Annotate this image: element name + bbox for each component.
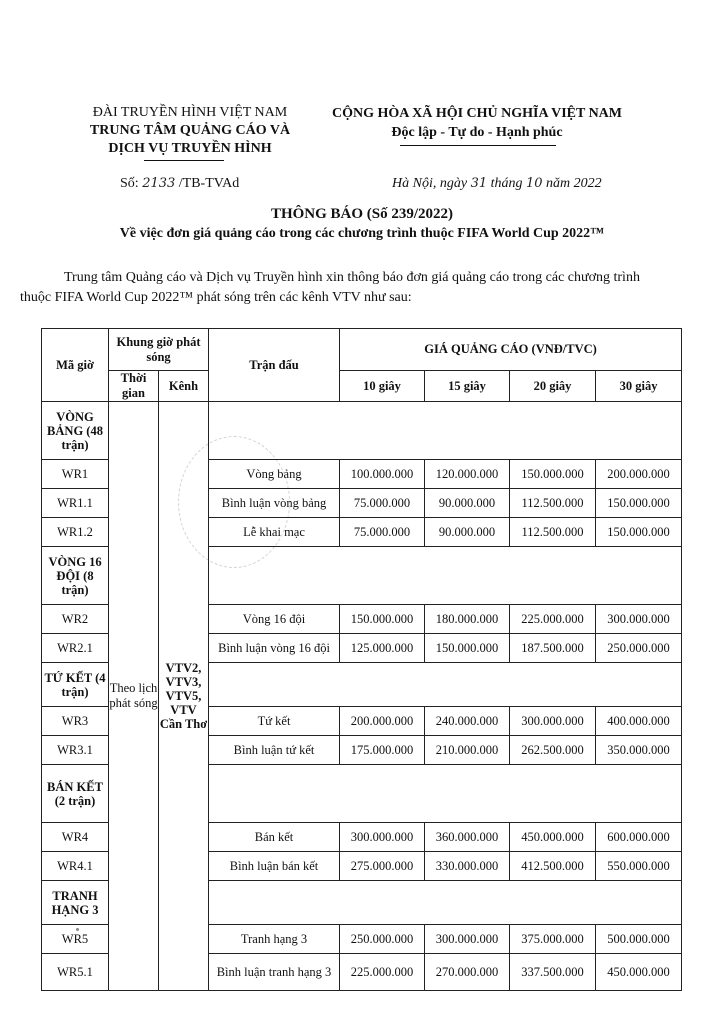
th-match: Trận đấu [209,329,340,402]
row-p20: 112.500.000 [510,489,596,518]
th-price: GIÁ QUẢNG CÁO (VNĐ/TVC) [340,329,682,371]
row-match: Lễ khai mạc [209,518,340,547]
row-match: Bình luận tứ kết [209,736,340,765]
date-day: 31 [470,176,488,191]
docno-suffix: /TB-TVAd [175,176,240,191]
row-p10: 300.000.000 [340,823,425,852]
row-p30: 150.000.000 [596,489,682,518]
agency-line-2: TRUNG TÂM QUẢNG CÁO VÀ [89,123,291,138]
price-table [41,328,682,991]
document-date [392,176,602,192]
row-p15: 300.000.000 [425,925,510,954]
group-spacer [209,881,682,925]
row-p15: 90.000.000 [425,489,510,518]
document-number [120,176,239,192]
group-spacer [209,402,682,460]
group-name: TRANH HẠNG 3 [42,881,109,925]
national-motto: Độc lập - Tự do - Hạnh phúc [391,125,563,140]
row-p10: 125.000.000 [340,634,425,663]
row-match: Vòng bảng [209,460,340,489]
date-month-label: tháng [487,176,526,191]
date-year-label: năm 2022 [542,176,602,191]
date-month: 10 [526,176,543,191]
row-p20: 450.000.000 [510,823,596,852]
group-name: VÒNG BẢNG (48 trận) [42,402,109,460]
th-channel: Kênh [159,371,209,402]
row-code: WR1.2 [42,518,109,547]
motto-underline [400,145,556,146]
national-title: CỘNG HÒA XÃ HỘI CHỦ NGHĨA VIỆT NAM [331,106,622,121]
row-p15: 330.000.000 [425,852,510,881]
row-match: Bình luận bán kết [209,852,340,881]
docno-handwritten: 2133 [142,176,176,191]
row-code: WR2 [42,605,109,634]
row-p15: 90.000.000 [425,518,510,547]
row-p30: 300.000.000 [596,605,682,634]
row-p15: 180.000.000 [425,605,510,634]
row-p30: 400.000.000 [596,707,682,736]
group-spacer [209,765,682,823]
row-code: WR1 [42,460,109,489]
row-match: Tứ kết [209,707,340,736]
row-p30: 200.000.000 [596,460,682,489]
th-30s: 30 giây [596,371,682,402]
row-match: Bình luận vòng bảng [209,489,340,518]
row-p15: 360.000.000 [425,823,510,852]
group-spacer [209,663,682,707]
row-match: Vòng 16 đội [209,605,340,634]
row-p15: 210.000.000 [425,736,510,765]
row-p20: 112.500.000 [510,518,596,547]
th-time: Thời gian [109,371,159,402]
row-p10: 75.000.000 [340,518,425,547]
channel-cell: VTV2, VTV3, VTV5, VTV Cần Thơ [159,402,209,991]
th-10s: 10 giây [340,371,425,402]
th-15s: 15 giây [425,371,510,402]
row-p30: 500.000.000 [596,925,682,954]
notice-subtitle: Về việc đơn giá quảng cáo trong các chương trình thuộc FIFA World Cup 2022™ [119,226,605,241]
agency-header [80,104,300,158]
agency-underline [144,160,224,161]
row-code: WR3.1 [42,736,109,765]
row-p10: 225.000.000 [340,954,425,991]
row-p30: 450.000.000 [596,954,682,991]
row-match: Tranh hạng 3 [209,925,340,954]
row-match: Bình luận tranh hạng 3 [209,954,340,991]
group-spacer [209,547,682,605]
row-p20: 187.500.000 [510,634,596,663]
th-slot: Khung giờ phát sóng [109,329,209,371]
row-p10: 75.000.000 [340,489,425,518]
docno-prefix: Số: [120,176,143,191]
row-p20: 262.500.000 [510,736,596,765]
row-p10: 275.000.000 [340,852,425,881]
row-code: WR1.1 [42,489,109,518]
row-p15: 120.000.000 [425,460,510,489]
row-p15: 240.000.000 [425,707,510,736]
row-p10: 250.000.000 [340,925,425,954]
scan-speck [76,928,79,931]
row-p20: 225.000.000 [510,605,596,634]
row-p20: 150.000.000 [510,460,596,489]
row-p20: 412.500.000 [510,852,596,881]
row-match: Bình luận vòng 16 đội [209,634,340,663]
row-code: WR2.1 [42,634,109,663]
agency-line-1: ĐÀI TRUYỀN HÌNH VIỆT NAM [92,105,288,120]
time-cell: Theo lịch phát sóng [109,402,159,991]
row-p20: 300.000.000 [510,707,596,736]
row-p30: 150.000.000 [596,518,682,547]
group-name: TỨ KẾT (4 trận) [42,663,109,707]
row-p30: 250.000.000 [596,634,682,663]
row-p20: 375.000.000 [510,925,596,954]
row-code: WR3 [42,707,109,736]
row-code: WR5.1 [42,954,109,991]
date-prefix: Hà Nội, ngày [392,176,471,191]
agency-line-3: DỊCH VỤ TRUYỀN HÌNH [108,141,272,156]
intro-paragraph: Trung tâm Quảng cáo và Dịch vụ Truyền hình xin thông báo đơn giá quảng cáo trong các chương trình thuộc FIFA World Cup 2022™ phát sóng trên các kênh VTV như sau: [20,270,640,305]
row-p30: 600.000.000 [596,823,682,852]
row-code: WR4 [42,823,109,852]
row-p15: 150.000.000 [425,634,510,663]
group-row [42,402,682,460]
group-name: BÁN KẾT (2 trận) [42,765,109,823]
national-header [318,104,636,142]
row-p10: 100.000.000 [340,460,425,489]
row-code: WR4.1 [42,852,109,881]
row-p30: 550.000.000 [596,852,682,881]
row-p20: 337.500.000 [510,954,596,991]
row-code: WR5 [42,925,109,954]
th-code: Mã giờ [42,329,109,402]
row-p10: 175.000.000 [340,736,425,765]
notice-title: THÔNG BÁO (Số 239/2022) [270,206,454,222]
row-p15: 270.000.000 [425,954,510,991]
th-20s: 20 giây [510,371,596,402]
row-p10: 150.000.000 [340,605,425,634]
group-name: VÒNG 16 ĐỘI (8 trận) [42,547,109,605]
row-match: Bán kết [209,823,340,852]
row-p30: 350.000.000 [596,736,682,765]
row-p10: 200.000.000 [340,707,425,736]
